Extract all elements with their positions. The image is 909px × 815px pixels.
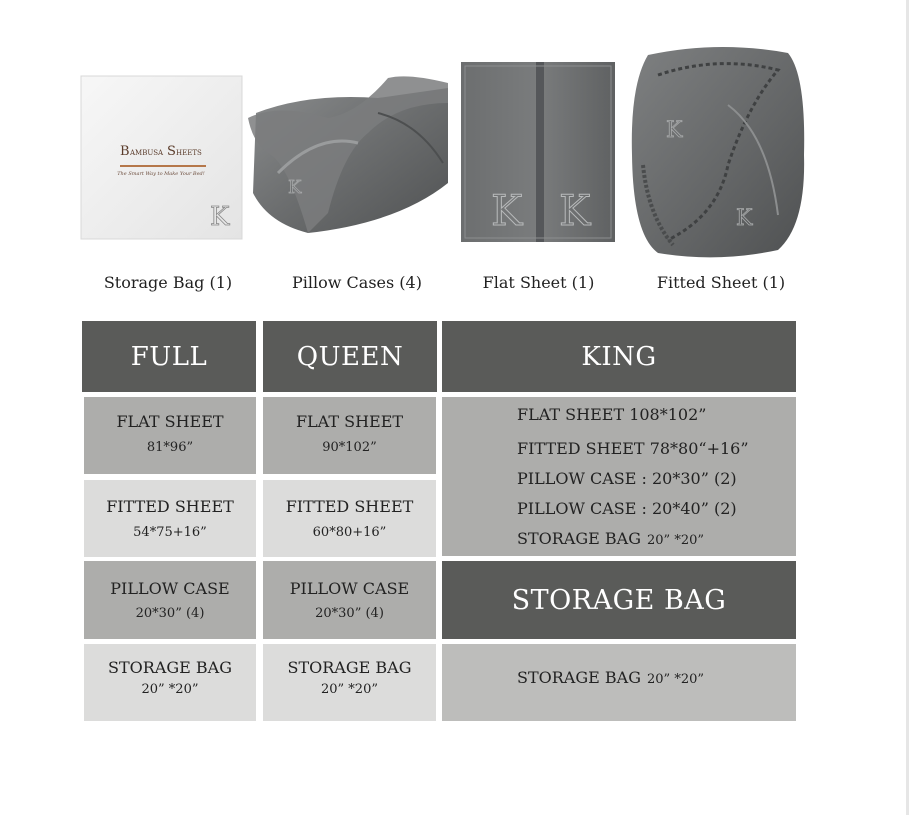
- caption-fitted-sheet: Fitted Sheet (1): [656, 273, 786, 292]
- full-pillow-case: [84, 561, 256, 639]
- queen-storage-bag-name: STORAGE BAG: [287, 658, 412, 677]
- flat-monogram-right: K: [559, 186, 591, 235]
- storage-bag-image: [80, 75, 243, 240]
- full-flat-sheet: [84, 397, 256, 474]
- pillow-monogram: K: [288, 177, 302, 198]
- queen-fitted-sheet-name: FITTED SHEET: [285, 497, 414, 516]
- caption-pillow-cases: Pillow Cases (4): [292, 273, 422, 292]
- brand-initial-s: S: [167, 144, 176, 159]
- king-flat-sheet: FLAT SHEET 108*102”: [517, 405, 707, 424]
- caption-flat-sheet: Flat Sheet (1): [482, 273, 595, 292]
- flat-monogram-left: K: [491, 186, 523, 235]
- king-storage-bag: STORAGE BAG 20” *20”: [517, 529, 705, 548]
- brand-tagline: The Smart Way to Make Your Bed!: [117, 171, 205, 177]
- flat-sheet-image: [461, 62, 615, 242]
- queen-flat-sheet-name: FLAT SHEET: [295, 412, 404, 431]
- full-fitted-sheet-name: FITTED SHEET: [106, 497, 234, 516]
- flat-sheet-icon: [461, 62, 615, 242]
- full-storage-bag-size: 20” *20”: [141, 682, 199, 697]
- full-flat-sheet-size: 81*96”: [146, 440, 194, 455]
- queen-storage-bag-size: 20” *20”: [320, 682, 378, 697]
- full-fitted-sheet: [84, 480, 256, 557]
- pillow-cases-image: [248, 73, 450, 238]
- full-pillow-case-name: PILLOW CASE: [110, 579, 230, 598]
- bag-monogram: K: [210, 202, 230, 232]
- queen-flat-sheet: [263, 397, 436, 474]
- brand-name-part2: HEETS: [176, 149, 202, 157]
- queen-flat-sheet-size: 90*102”: [322, 440, 377, 455]
- king-fitted-sheet: FITTED SHEET 78*80“+16”: [517, 439, 749, 458]
- brand-name-part1: AMBUSA: [130, 149, 164, 157]
- fitted-monogram-bottom: K: [736, 206, 753, 231]
- queen-pillow-case-name: PILLOW CASE: [289, 579, 410, 598]
- pillow-icon: [248, 73, 450, 238]
- caption-storage-bag: Storage Bag (1): [103, 273, 233, 292]
- queen-fitted-sheet-size: 60*80+16”: [312, 525, 387, 540]
- fitted-monogram-top: K: [666, 118, 683, 143]
- full-fitted-sheet-size: 54*75+16”: [133, 525, 207, 540]
- full-pillow-case-size: 20*30” (4): [135, 606, 205, 621]
- queen-storage-bag: [263, 644, 436, 721]
- storage-bag-icon: [80, 75, 243, 240]
- full-storage-bag-name: STORAGE BAG: [108, 658, 232, 677]
- queen-pillow-case-size: 20*30” (4): [315, 606, 384, 621]
- full-flat-sheet-name: FLAT SHEET: [116, 412, 224, 431]
- king-pillow-case-1: PILLOW CASE : 20*30” (2): [517, 469, 737, 488]
- full-storage-bag: [84, 644, 256, 721]
- king-pillow-case-2: PILLOW CASE : 20*40” (2): [517, 499, 737, 518]
- header-king: KING: [442, 321, 796, 392]
- header-storage-bag: STORAGE BAG: [442, 561, 796, 639]
- queen-fitted-sheet: [263, 480, 436, 557]
- fitted-sheet-image: [628, 45, 806, 260]
- storage-bag-size: STORAGE BAG 20” *20”: [517, 668, 705, 687]
- header-queen: QUEEN: [263, 321, 437, 392]
- brand-initial-b: B: [120, 144, 130, 159]
- header-full: FULL: [82, 321, 256, 392]
- fitted-sheet-icon: [628, 45, 806, 260]
- queen-pillow-case: [263, 561, 436, 639]
